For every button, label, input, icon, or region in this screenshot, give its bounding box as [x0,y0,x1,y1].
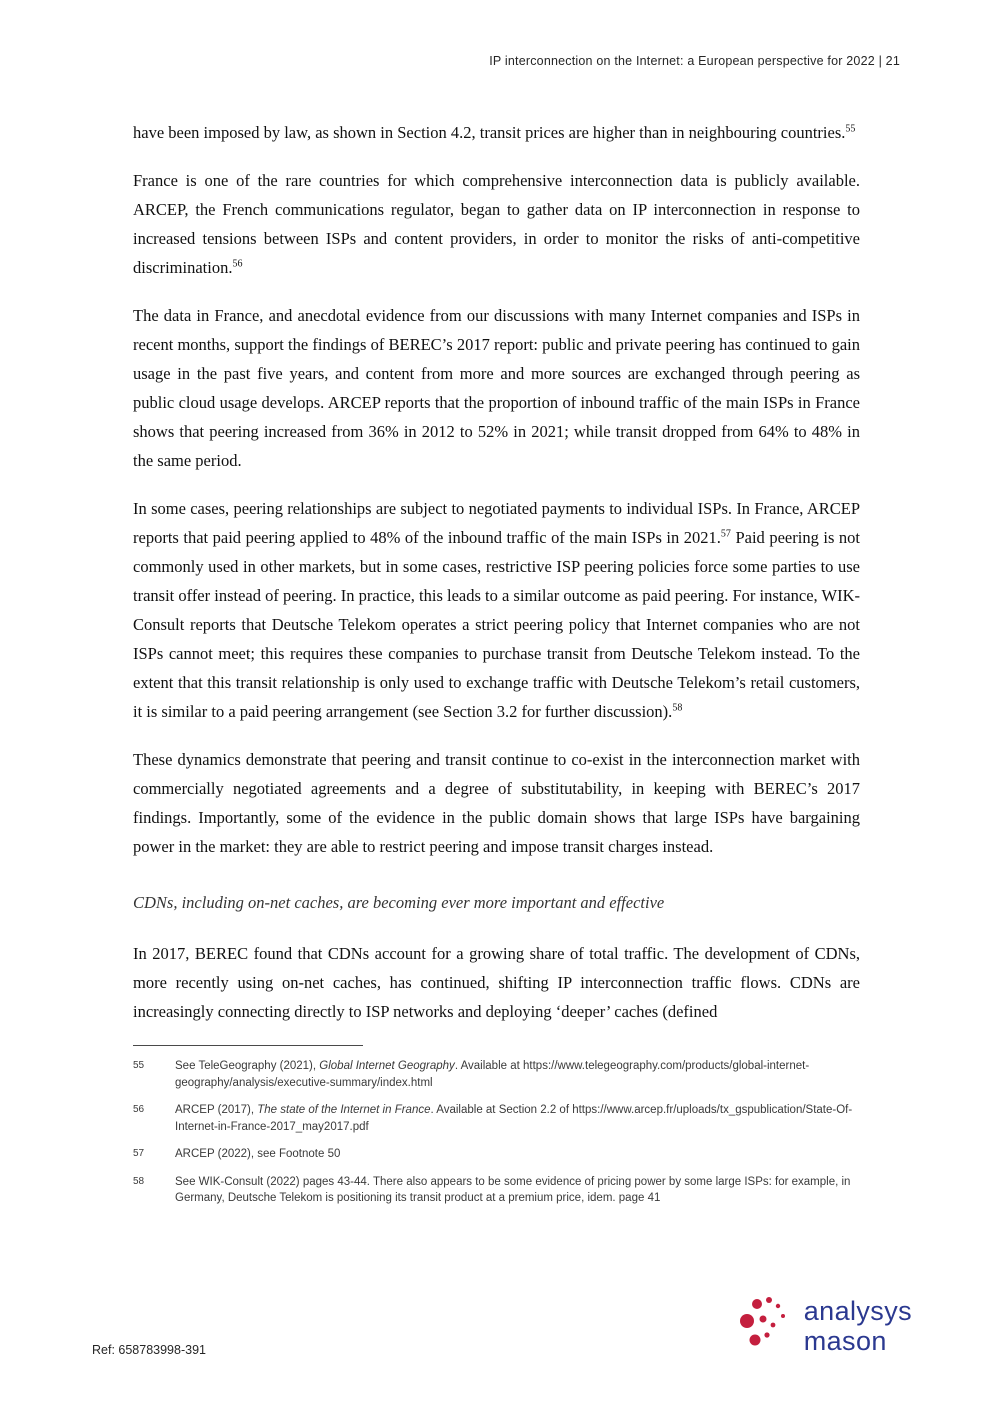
main-content [133,118,860,1218]
footnote-row [133,1058,860,1091]
body-paragraph: In some cases, peering relationships are subject to negotiated payments to individual ISPs. In France, ARCEP reports that paid peering applied to 48% of the inbound traffic of the main ISPs in 2021.57 Paid peering is not commonly used in other markets, but in some cases, restrictive ISP peering policies force some parties to use transit offer instead of peering. In practice, this leads to a similar outcome as paid peering. For instance, WIK-Consult reports that Deutsche Telekom operates a strict peering policy that Internet companies who are not ISPs cannot meet; this requires these companies to purchase transit from Deutsche Telekom instead. To the extent that this transit relationship is only used to exchange traffic with Deutsche Telekom’s retail customers, it is similar to a paid peering arrangement (see Section 3.2 for further discussion).$^{58}$ [133,499,860,721]
document-reference: Ref: 658783998-391 [92,1343,206,1357]
footnote-text: ARCEP (2017), The state of the Internet in France. Available at Section 2.2 of https://www.arcep.fr/uploads/tx_gspublication/State-Of-Internet-in-France-2017_may2017.pdf [175,1104,853,1133]
body-paragraph: have been imposed by law, as shown in Section 4.2, transit prices are higher than in neighbouring countries.$^{55}$ [133,123,856,142]
footnote-number: 56 [133,1104,145,1115]
footnote-number: 58 [133,1175,145,1187]
footnote-row [133,1146,860,1163]
page-header-title: IP interconnection on the Internet: a European perspective for 2022 | 21 [489,54,900,68]
logo-text-line2: mason [803,1326,887,1356]
body-paragraph: In 2017, BEREC found that CDNs account for a growing share of total traffic. The development of CDNs, more recently using on-net caches, has continued, shifting IP interconnection traffic flows. CDNs are increasingly connecting directly to ISP networks and deploying ‘deeper’ caches (defined [133,944,860,1021]
footnote-row [133,1174,860,1207]
footnote-text: See WIK-Consult (2022) pages 43-44. There also appears to be some evidence of pricing power by some large ISPs: for example, in Germany, Deutsche Telekom is positioning its transit product at a premium price, idem. page 41 [175,1175,851,1204]
body-paragraph: These dynamics demonstrate that peering and transit continue to co-exist in the interconnection market with commercially negotiated agreements and a degree of substitutability, in keeping with BEREC’s 2017 findings. Importantly, some of the evidence in the public domain shows that large ISPs have bargaining power in the market: they are able to restrict peering and impose transit charges instead. [133,750,860,856]
logo-text [804,1296,912,1356]
footnote-text: ARCEP (2022), see Footnote 50 [175,1148,341,1160]
footnote-number: 57 [133,1148,145,1159]
footnote-text: See TeleGeography (2021), Global Internet Geography. Available at https://www.telegeography.com/products/global-internet-geography/analysis/executive-summary/index.html [175,1060,810,1089]
body-paragraph: The data in France, and anecdotal evidence from our discussions with many Internet companies and ISPs in recent months, support the findings of BEREC’s 2017 report: public and private peering has continued to gain usage in the past five years, and content from more and more sources are exchanged through peering as public cloud usage develops. ARCEP reports that the proportion of inbound traffic of the main ISPs in France shows that peering increased from 36% in 2012 to 52% in 2021; while transit dropped from 64% to 48% in the same period. [133,306,860,470]
logo-text-line1: analysys [803,1296,912,1326]
footnote-row [133,1102,860,1135]
section-subheading: CDNs, including on-net caches, are becoming ever more important and effective [133,893,665,912]
footnote-number: 55 [133,1060,145,1071]
analysys-mason-logo-dots-icon [738,1293,794,1359]
analysys-mason-logo [738,1293,912,1359]
body-paragraph: France is one of the rare countries for which comprehensive interconnection data is publicly available. ARCEP, the French communications regulator, began to gather data on IP interconnection in response to increased tensions between ISPs and content providers, in order to monitor the risks of anti-competitive discrimination.$^{56}$ [133,171,860,277]
footnote-separator [133,1045,363,1046]
